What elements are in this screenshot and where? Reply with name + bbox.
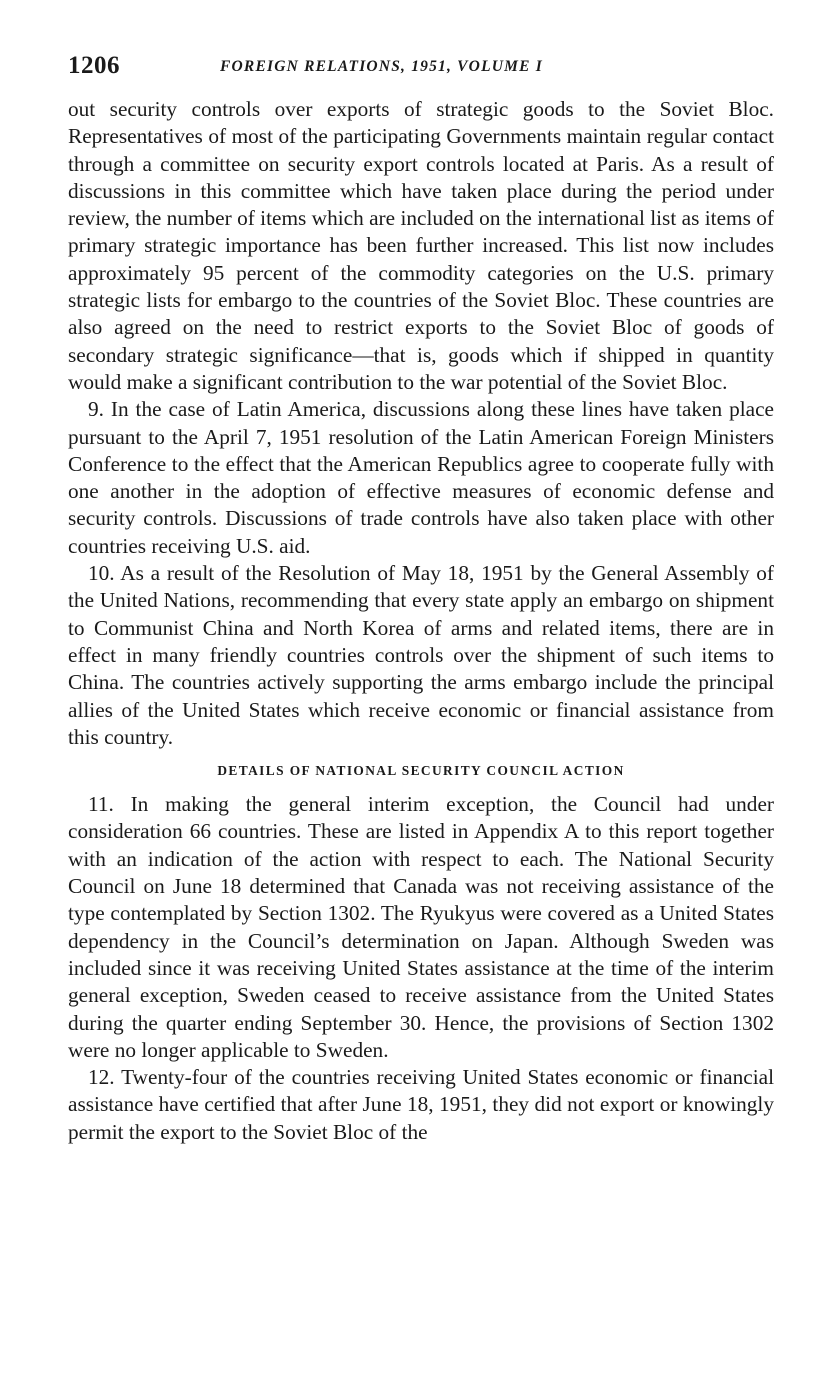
section-heading: DETAILS OF NATIONAL SECURITY COUNCIL ACTION — [217, 763, 625, 779]
document-page — [68, 52, 774, 1146]
page-number: 1206 — [68, 52, 120, 79]
paragraph-11: 11. In making the general interim exception, the Council had under consideration 66 countries. These are listed in Appendix A to this report together with an indication of the action with respect to each. The National Security Council on June 18 determined that Canada was not receiving assistance of the type contemplated by Section 1302. The Ryukyus were covered as a United States dependency in the Council’s determination on Japan. Although Sweden was included since it was receiving United States assistance at the time of the interim general exception, Sweden ceased to receive assistance from the United States during the quarter ending September 30. Hence, the provisions of Section 1302 were no longer applicable to Sweden. — [68, 792, 774, 1062]
running-title: FOREIGN RELATIONS, 1951, VOLUME I — [220, 58, 543, 75]
paragraph-9: 9. In the case of Latin America, discussions along these lines have taken place pursuant to the April 7, 1951 resolution of the Latin American Foreign Ministers Conference to the effect that the American Republics agree to cooperate fully with one another in the adoption of effective measures of economic defense and security controls. Discussions of trade controls have also taken place with other countries receiving U.S. aid. — [68, 397, 774, 558]
paragraph-12: 12. Twenty-four of the countries receiving United States economic or financial assistance have certified that after June 18, 1951, they did not export or knowingly permit the export to the Soviet Bloc of the — [68, 1065, 774, 1144]
paragraph-10: 10. As a result of the Resolution of May 18, 1951 by the General Assembly of the United Nations, recommending that every state apply an embargo on shipment to Communist China and North Korea of arms and related items, there are in effect in many friendly countries controls over the shipment of such items to China. The countries actively supporting the arms embargo include the principal allies of the United States which receive economic or financial assistance from this country. — [68, 561, 774, 749]
paragraph-continued: out security controls over exports of strategic goods to the Soviet Bloc. Representatives of most of the participating Governments maintain regular contact through a committee on security export controls located at Paris. As a result of discussions in this committee which have taken place during the period under review, the number of items which are included on the international list as items of primary strategic importance has been further increased. This list now includes approximately 95 percent of the commodity categories on the U.S. primary strategic lists for embargo to the countries of the Soviet Bloc. These countries are also agreed on the need to restrict exports to the Soviet Bloc of goods of secondary strategic significance—that is, goods which if shipped in quantity would make a significant contribution to the war potential of the Soviet Bloc. — [68, 97, 774, 394]
running-header — [68, 52, 774, 82]
